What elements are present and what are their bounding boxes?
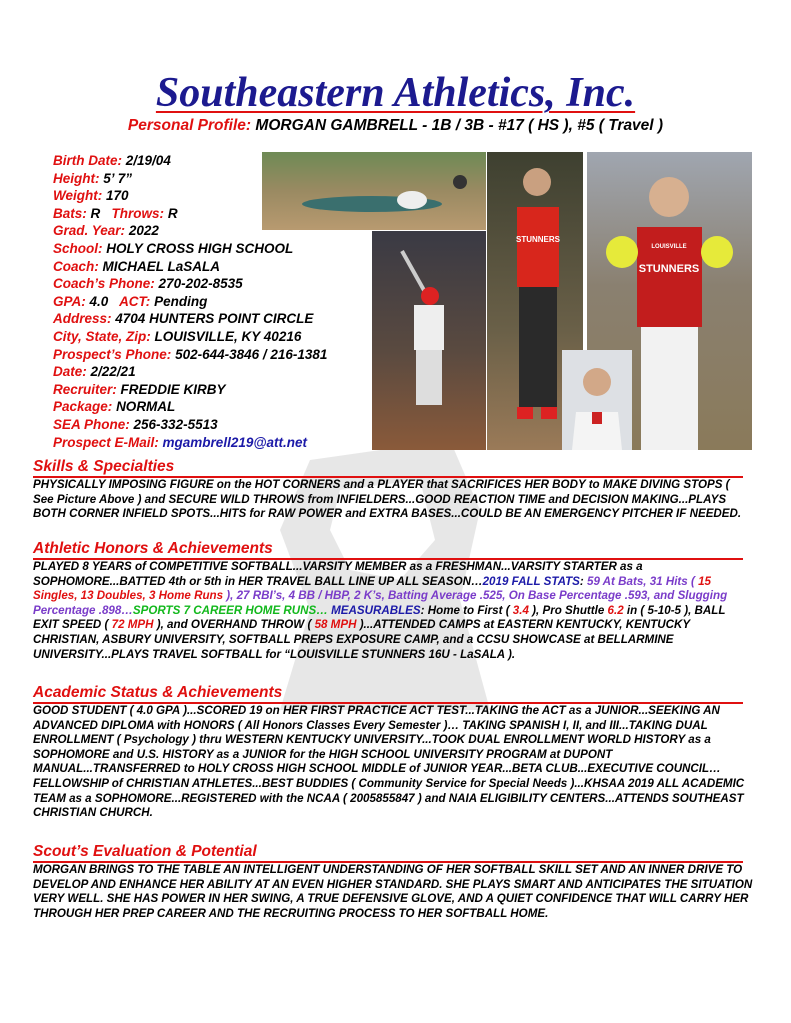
info-address: Address: 4704 HUNTERS POINT CIRCLE — [53, 311, 314, 327]
info-school: School: HOLY CROSS HIGH SCHOOL — [53, 240, 294, 256]
honors-paragraph: PLAYED 8 YEARS of COMPETITIVE SOFTBALL...VARSITY MEMBER as a FRESHMAN...VARSITY STARTER as a SOPHOMORE...BATTED 4th or 5th in HER TRAVEL BALL LINE UP ALL SEASON…2019 FALL STATS: 59 At Bats, 31 Hits ( 15 Singles, 13 Doubles, 3 Home Runs ), 27 RBI’s, 4 BB / HBP, 2 K’s, Batting Average .525, On Base Percentage .593, and Slugging Percentage .898…SPORTS 7 CAREER HOME RUNS… MEASURABLES: Home to First ( 3.4 ), Pro Shuttle 6.2 in ( 5-10-5 ), BALL EXIT SPEED ( 72 MPH ), and OVERHAND THROW ( 58 MPH )...ATTENDED CAMPS at EASTERN KENTUCKY, KENTUCKY CHRISTIAN, ASBURY UNIVERSITY, SOFTBALL PREPS EXPOSURE CAMP, and a CCSU SHOWCASE at BELLARMINE UNIVERSITY...PLAYS TRAVEL SOFTBALL for “LOUISVILLE STUNNERS 16U - LaSALA ). — [33, 560, 728, 661]
scout-paragraph: MORGAN BRINGS TO THE TABLE AN INTELLIGENT UNDERSTANDING OF HER SOFTBALL SKILL SET AND AN INNER DRIVE TO DEVELOP AND ENHANCE HER ABILITY AT AN EVEN HIGHER STANDARD. SHE PLAYS SMART AND ANTICIPATES THE SITUATION VERY WELL. SHE HAS POWER IN HER SWING, A TRUE DEFENSIVE GLOVE, AND A QUIET CONFIDENCE THAT WILL CARRY HER THROUGH HER PREP CAREER AND THE RECRUITING PROCESS TO HER SOFTBALL HOME. — [33, 863, 753, 920]
skills-paragraph: PHYSICALLY IMPOSING FIGURE on the HOT CORNERS and a PLAYER that SACRIFICES HER BODY to MAKE DIVING STOPS ( See Picture Above ) and SECURE WILD THROWS from INFIELDERS...GOOD REACTION TIME and DECISION MAKING...PLAYS BOTH CORNER INFIELD SPOTS...HITS for RAW POWER and EXTRA BASES...COULD BE AN EMERGENCY PITCHER IF NEEDED. — [33, 478, 742, 521]
info-sea-phone: SEA Phone: 256-332-5513 — [53, 416, 218, 432]
info-city: City, State, Zip: LOUISVILLE, KY 40216 — [53, 328, 302, 344]
personal-profile-line — [0, 117, 791, 135]
jersey-stunners-label-2: STUNNERS — [638, 263, 700, 275]
academic-paragraph: GOOD STUDENT ( 4.0 GPA )...SCORED 19 on HER FIRST PRACTICE ACT TEST...TAKING the ACT as a JUNIOR...SEEKING AN ADVANCED DIPLOMA with HONORS ( All Honors Classes Every Semester )… TAKING SPANISH I, II, and III...TAKING DUAL ENROLLMENT ( Psychology ) thru WESTERN KENTUCKY UNIVERSITY...TOOK DUAL ENROLLMENT WORLD HISTORY as a SOPHOMORE and U.S. HISTORY as a JUNIOR for the HIGH SCHOOL UNIVERSITY PROGRAM at DUPONT MANUAL...TRANSFERRED to HOLY CROSS HIGH SCHOOL MIDDLE of JUNIOR YEAR...BETA CLUB...EXECUTIVE COUNCIL… FELLOWSHIP of CHRISTIAN ATHLETES...BEST BUDDIES ( Community Service for Special Needs )...KHSAA 2019 ALL ACADEMIC TEAM as a SOPHOMORE...REGISTERED with the NCAA ( 2005855847 ) and NAIA ELIGIBILITY CENTERS...ATTENDS SOUTHEAST CHRISTIAN CHURCH. — [33, 704, 745, 820]
info-gpa-act: GPA: 4.0 ACT: Pending — [53, 293, 208, 309]
info-recruiter: Recruiter: FREDDIE KIRBY — [53, 381, 226, 397]
info-birth-date: Birth Date: 2/19/04 — [53, 153, 171, 168]
section-header-honors: Athletic Honors & Achievements — [33, 540, 743, 560]
photo-diving-catch — [262, 152, 486, 230]
profile-value: MORGAN GAMBRELL - 1B / 3B - #17 ( HS ), #5 ( Travel ) — [255, 117, 664, 134]
info-coach: Coach: MICHAEL LaSALA — [53, 258, 221, 274]
info-grad-year: Grad. Year: 2022 — [53, 223, 159, 239]
section-header-academic: Academic Status & Achievements — [33, 684, 743, 704]
section-header-scout: Scout’s Evaluation & Potential — [33, 843, 743, 863]
email-link[interactable]: mgambrell219@att.net — [162, 434, 308, 450]
profile-label: Personal Profile: — [127, 117, 252, 134]
info-email: Prospect E-Mail: mgambrell219@att.net — [53, 434, 308, 450]
jersey-stunners-label: STUNNERS — [515, 235, 561, 244]
photo-headshot — [562, 350, 632, 450]
photo-batting — [372, 231, 486, 450]
info-coach-phone: Coach’s Phone: 270-202-8535 — [53, 276, 243, 292]
info-package: Package: NORMAL — [53, 399, 176, 415]
info-height: Height: 5’ 7” — [53, 170, 133, 186]
info-bats-throws: Bats: R Throws: R — [53, 205, 178, 221]
section-header-skills: Skills & Specialties — [33, 458, 743, 478]
page-title: Southeastern Athletics, Inc. — [155, 70, 636, 116]
info-prospect-phone: Prospect’s Phone: 502-644-3846 / 216-1381 — [53, 346, 328, 362]
info-date: Date: 2/22/21 — [53, 364, 136, 380]
jersey-louisville-label: LOUISVILLE — [651, 244, 687, 250]
info-weight: Weight: 170 — [53, 188, 129, 204]
